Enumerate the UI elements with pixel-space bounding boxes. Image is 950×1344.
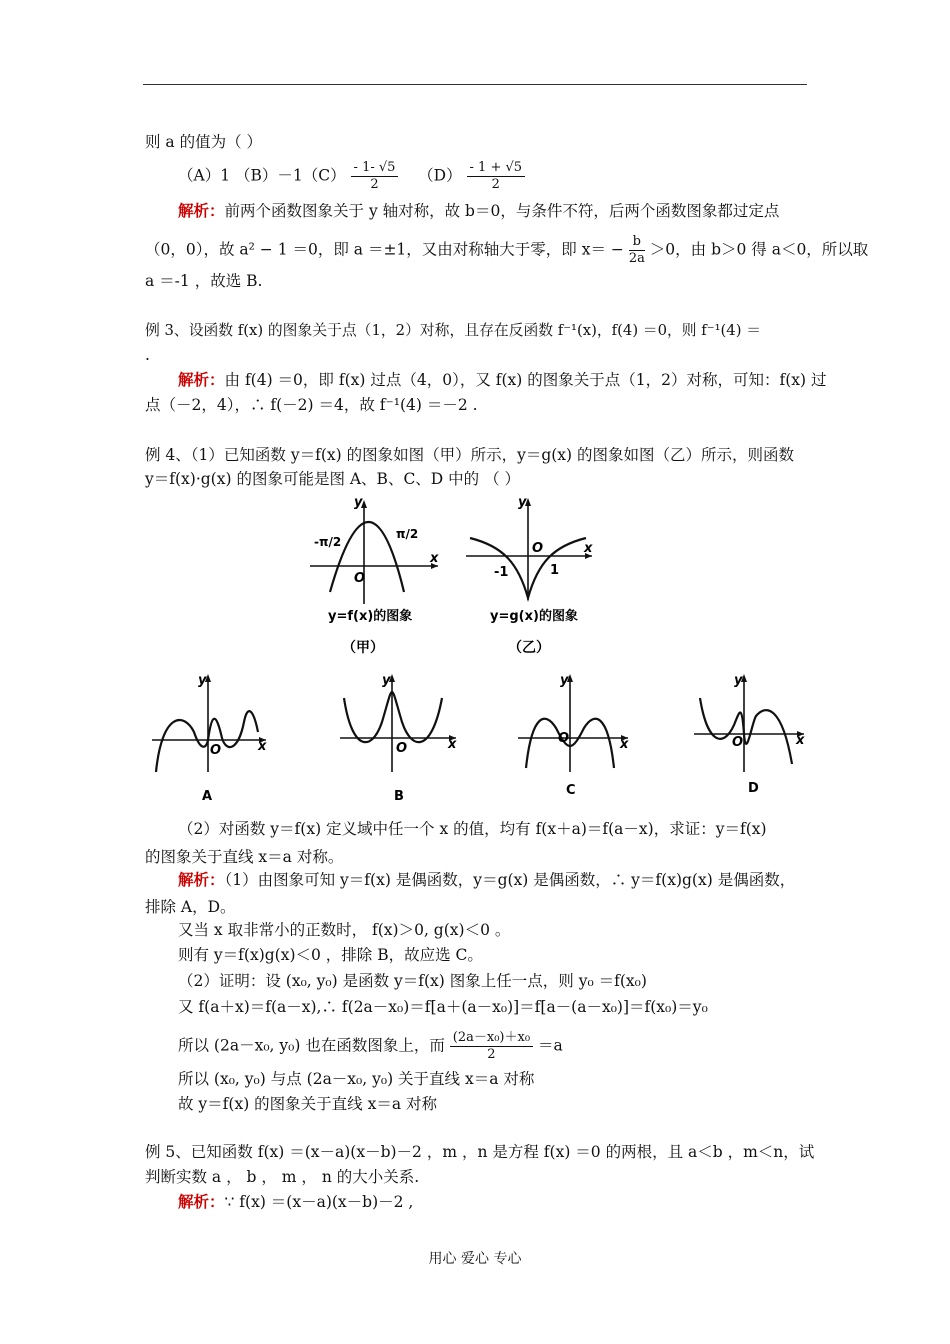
- solution-line: 解析：由 f(4) ＝0，即 f(x) 过点（4，0），又 f(x) 的图象关于点（1，2）对称，可知：f(x) 过: [178, 370, 827, 389]
- text-line: 排除 A，D。: [145, 898, 236, 916]
- solution-line: 解析：∵ f(x) ＝(x－a)(x－b)－2 ,: [178, 1192, 414, 1211]
- svg-text:y: y: [198, 673, 207, 688]
- pi-2-label: π/2: [396, 527, 419, 541]
- x-label: x: [430, 551, 439, 566]
- svg-text:y: y: [382, 673, 391, 688]
- text-line: 则有 y＝f(x)g(x)＜0 ，排除 B，故应选 C。: [178, 946, 483, 964]
- svg-text:O: O: [558, 731, 570, 746]
- text-line: 的图象关于直线 x＝a 对称。: [145, 848, 344, 866]
- svg-text:y: y: [560, 673, 569, 688]
- curve: [700, 698, 792, 764]
- figure-yi: [462, 492, 602, 662]
- curve: [344, 692, 442, 742]
- text-line: 又 f(a＋x)＝f(a－x),∴ f(2a－x₀)＝f[a＋(a－x₀)]＝f[a－(a－x₀)]＝f(x₀)＝y₀: [178, 998, 708, 1016]
- figure-b: [338, 672, 463, 802]
- svg-text:O: O: [732, 735, 744, 750]
- figure-caption: y=g(x)的图象: [490, 609, 578, 624]
- option-label: D: [748, 781, 759, 796]
- text-line: （2）证明：设 (x₀, y₀) 是函数 y＝f(x) 图象上任一点，则 y₀ ＝f(x₀): [178, 972, 647, 990]
- example-4: 例 4、（1）已知函数 y＝f(x) 的图象如图（甲）所示，y＝g(x) 的图象如图（乙）所示，则函数: [145, 446, 795, 464]
- svg-text:x: x: [796, 733, 805, 748]
- svg-text:x: x: [448, 737, 457, 752]
- svg-text:O: O: [396, 741, 408, 756]
- header-rule: [143, 84, 807, 85]
- text-line: （0，0），故 a² − 1 ＝0，即 a ＝±1，又由对称轴大于零，即 x＝ − $\frac{b}{2a}$ ＞0，由 b＞0 得 a＜0，所以取: [145, 234, 869, 266]
- y-label: y: [354, 495, 363, 510]
- svg-text:x: x: [258, 739, 267, 754]
- curve-f: [330, 522, 404, 592]
- figure-label: （乙）: [508, 640, 550, 656]
- text-line: 则 a 的值为（ ）: [145, 133, 263, 151]
- option-label: B: [394, 789, 404, 802]
- figure-caption: y=f(x)的图象: [328, 609, 413, 624]
- options-line: [178, 160, 525, 193]
- figure-a: [148, 672, 273, 802]
- text-line: 所以 (x₀, y₀) 与点 (2a－x₀, y₀) 关于直线 x＝a 对称: [178, 1070, 535, 1088]
- svg-text:x: x: [620, 737, 629, 752]
- option-d: （D）: [418, 166, 462, 185]
- origin-label: O: [354, 571, 366, 586]
- text-line: 又当 x 取非常小的正数时， f(x)＞0, g(x)＜0 。: [178, 921, 511, 939]
- curve: [156, 711, 258, 772]
- text-line: a ＝-1 ，故选 B.: [145, 272, 263, 290]
- svg-text:x: x: [584, 541, 593, 556]
- svg-text:y: y: [734, 673, 743, 688]
- solution-line: 解析：（1）由图象可知 y＝f(x) 是偶函数，y＝g(x) 是偶函数，∴ y＝f(x)g(x) 是偶函数，: [178, 870, 796, 889]
- midpoint-fraction: $\frac{\text{(2a－x₀)＋x₀}}{2}$: [450, 1030, 533, 1063]
- figure-jia: [300, 492, 445, 662]
- neg-pi-2-label: -π/2: [314, 535, 342, 549]
- text-line: （2）对函数 y＝f(x) 定义域中任一个 x 的值，均有 f(x＋a)＝f(a－x)，求证：y＝f(x): [178, 820, 767, 838]
- option-label: A: [202, 789, 213, 802]
- text-line: 点（－2，4），∴ f(－2) ＝4，故 f⁻¹(4) ＝－2 .: [145, 396, 478, 414]
- text-line: .: [145, 346, 150, 364]
- svg-text:O: O: [210, 743, 222, 758]
- figure-c: [516, 672, 636, 802]
- solution-line: 解析：前两个函数图象关于 y 轴对称，故 b＝0，与条件不符，后两个函数图象都过定点: [178, 201, 780, 220]
- svg-text:y: y: [518, 495, 527, 510]
- option-ab: （A）1 （B）－1（C）: [178, 166, 346, 185]
- page-footer: 用心 爱心 专心: [428, 1251, 522, 1267]
- option-d-fraction: $\frac{- 1 + √5}{2}$: [467, 160, 526, 193]
- option-label: C: [566, 783, 576, 798]
- figure-d: [692, 672, 812, 802]
- solution-label: 解析：: [178, 201, 225, 220]
- text-line: 所以 (2a－x₀, y₀) 也在函数图象上，而 $\frac{\text{(2a－x₀)＋x₀}}{2}$ ＝a: [178, 1030, 563, 1062]
- b-over-2a-fraction: $\frac{b}{2a}$: [628, 234, 645, 266]
- example-3: 例 3、设函数 f(x) 的图象关于点（1，2）对称，且存在反函数 f⁻¹(x)，f(4) ＝0，则 f⁻¹(4) ＝: [145, 322, 761, 339]
- neg1-label: -1: [494, 565, 509, 580]
- option-c-fraction: $\frac{- 1- √5}{2}$: [351, 160, 399, 193]
- figure-label: （甲）: [342, 640, 384, 656]
- example-5: 例 5、已知函数 f(x) ＝(x－a)(x－b)－2 ，m ，n 是方程 f(x) ＝0 的两根，且 a＜b ，m＜n，试: [145, 1143, 815, 1161]
- svg-text:O: O: [532, 541, 544, 556]
- text-line: 判断实数 a ， b ， m ， n 的大小关系.: [145, 1168, 420, 1186]
- text-line: 故 y＝f(x) 的图象关于直线 x＝a 对称: [178, 1095, 438, 1113]
- text-line: y＝f(x)·g(x) 的图象可能是图 A、B、C、D 中的 （ ）: [145, 470, 521, 488]
- one-label: 1: [550, 563, 560, 578]
